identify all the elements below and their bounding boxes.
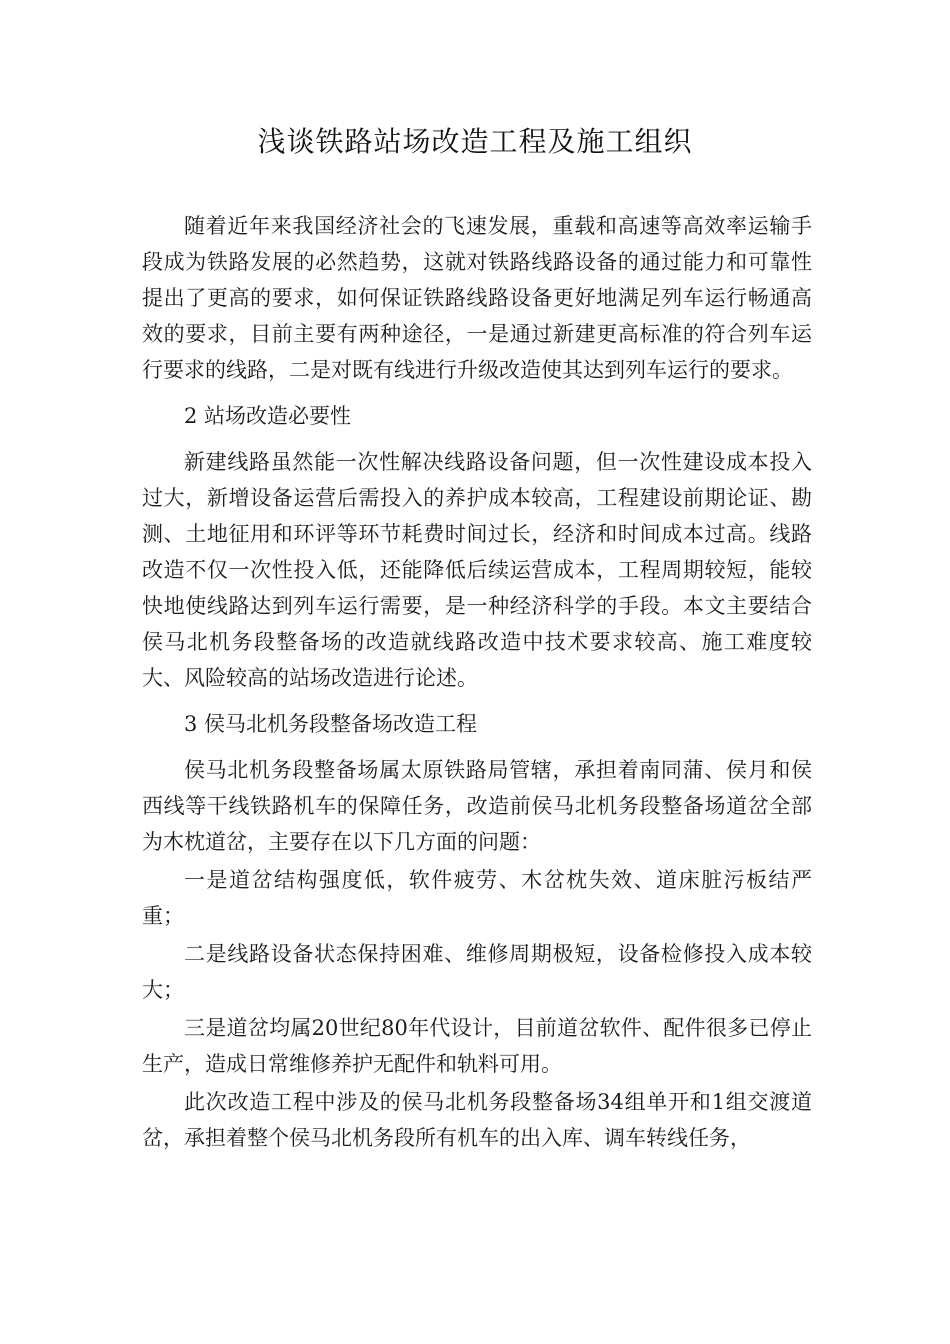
paragraph-depot-overview: 侯马北机务段整备场属太原铁路局管辖，承担着南同蒲、侯月和侯西线等干线铁路机车的保障任务，改造前侯马北机务段整备场道岔全部为木枕道岔，主要存在以下几方面的问题： (142, 758, 812, 854)
paragraph-intro: 随着近年来我国经济社会的飞速发展，重载和高速等高效率运输手段成为铁路发展的必然趋势，这就对铁路线路设备的通过能力和可靠性提出了更高的要求，如何保证铁路线路设备更好地满足列车运行畅通高效的要求，目前主要有两种途径，一是通过新建更高标准的符合列车运行要求的线路，二是对既有线进行升级改造使其达到列车运行的要求。 (142, 214, 812, 382)
document-body (142, 208, 812, 1156)
paragraph-problem-2: 二是线路设备状态保持困难、维修周期极短，设备检修投入成本较大； (142, 942, 812, 1002)
section-heading-2: 2 站场改造必要性 (184, 404, 352, 428)
paragraph-problem-3: 三是道岔均属20世纪80年代设计，目前道岔软件、配件很多已停止生产，造成日常维修养护无配件和轨料可用。 (142, 1016, 812, 1076)
section-heading-3: 3 侯马北机务段整备场改造工程 (184, 712, 478, 736)
document-title: 浅谈铁路站场改造工程及施工组织 (257, 125, 693, 158)
paragraph-project-scope: 此次改造工程中涉及的侯马北机务段整备场34组单开和1组交渡道岔，承担着整个侯马北机务段所有机车的出入库、调车转线任务， (142, 1090, 812, 1150)
paragraph-necessity: 新建线路虽然能一次性解决线路设备问题，但一次性建设成本投入过大，新增设备运营后需投入的养护成本较高，工程建设前期论证、勘测、土地征用和环评等环节耗费时间过长，经济和时间成本过高。线路改造不仅一次性投入低，还能降低后续运营成本，工程周期较短，能较快地使线路达到列车运行需要，是一种经济科学的手段。本文主要结合侯马北机务段整备场的改造就线路改造中技术要求较高、施工难度较大、风险较高的站场改造进行论述。 (142, 450, 812, 690)
paragraph-problem-1: 一是道岔结构强度低，软件疲劳、木岔枕失效、道床脏污板结严重； (142, 868, 812, 928)
